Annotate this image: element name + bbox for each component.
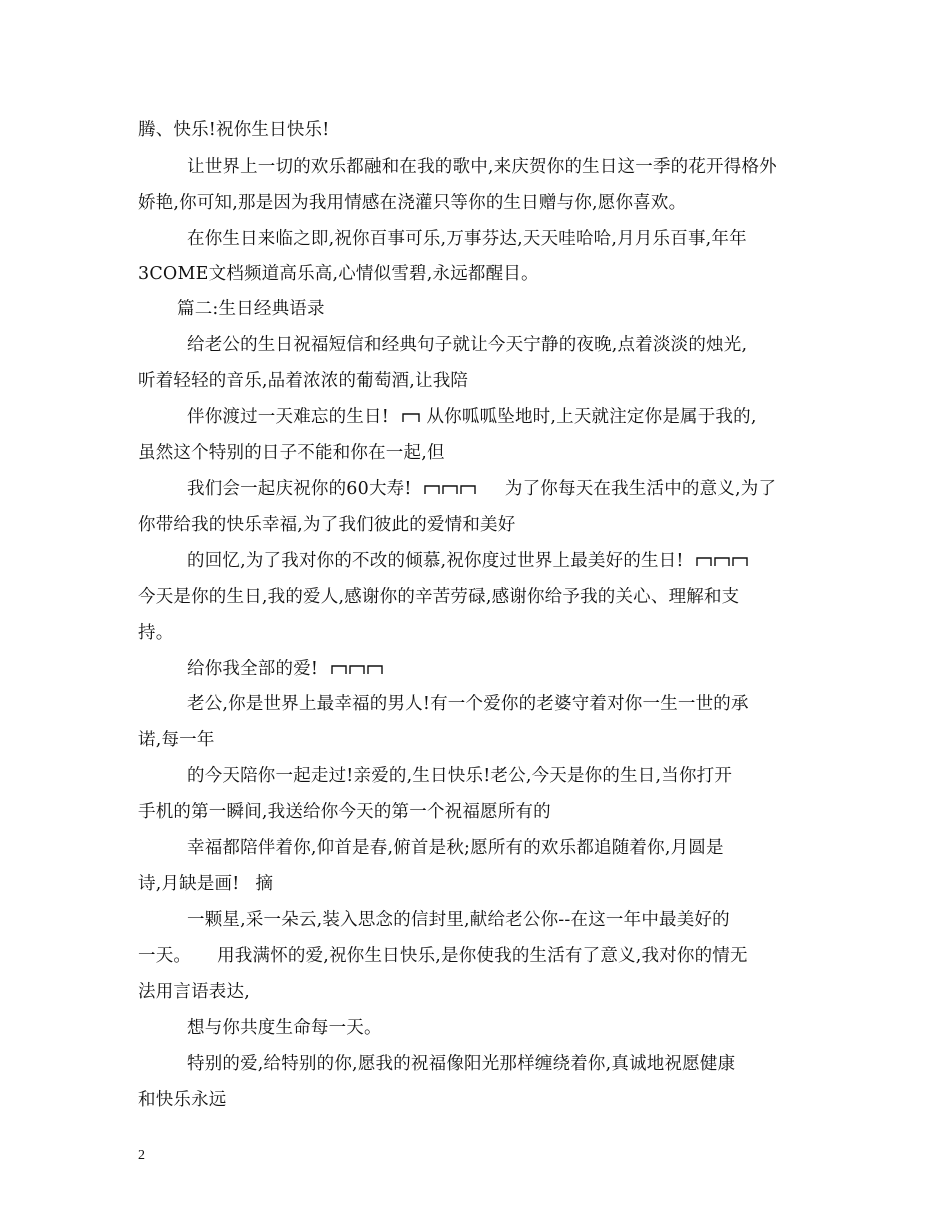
page-number: 2: [138, 1148, 145, 1163]
bracket-symbol-icon: [423, 482, 477, 496]
text-line: [138, 585, 739, 609]
text-span: 老公,你是世界上最幸福的男人!有一个爱你的老婆守着对你一生一世的承: [187, 694, 749, 714]
text-line: [138, 728, 215, 752]
paragraph-line: [187, 549, 749, 573]
text-line: [138, 441, 445, 465]
text-span: 听着轻轻的音乐,品着浓浓的葡萄酒,让我陪: [138, 371, 469, 391]
text-span: 想与你共度生命每一天。: [187, 1018, 382, 1038]
bracket-symbol-icon: [401, 410, 421, 424]
paragraph-line: [187, 227, 747, 251]
text-line: [138, 621, 173, 645]
text-span: 摘: [255, 874, 274, 894]
paragraph-line: [187, 836, 724, 860]
text-span: 特别的爱,给特别的你,愿我的祝福像阳光那样缠绕着你,真诚地祝愿健康: [187, 1054, 736, 1074]
text-line: [138, 872, 273, 896]
paragraph-line: [187, 1052, 735, 1076]
text-span: 的回忆,为了我对你的不改的倾慕,祝你度过世界上最美好的生日!: [187, 551, 684, 571]
text-span: 腾、快乐!祝你生日快乐!: [138, 120, 330, 140]
text-line: [138, 118, 329, 142]
text-line: [138, 800, 551, 824]
text-span: 的今天陪你一起走过!亲爱的,生日快乐!老公,今天是你的生日,当你打开: [187, 766, 733, 786]
text-span: 诗,月缺是画!: [138, 874, 240, 894]
text-span: 我们会一起庆祝你的60大寿!: [187, 479, 412, 499]
text-span: 诺,每一年: [138, 730, 215, 750]
text-line: [138, 262, 539, 286]
text-span: 从你呱呱坠地时,上天就注定你是属于我的,: [426, 407, 757, 427]
text-span: 为了你每天在我生活中的意义,为了: [504, 479, 777, 499]
text-line: [138, 1088, 227, 1112]
text-line: [138, 369, 468, 393]
text-span: 给老公的生日祝福短信和经典句子就让今天宁静的夜晚,点着淡淡的烛光,: [187, 335, 748, 355]
bracket-symbol-icon: [330, 662, 384, 676]
paragraph-line: [187, 1016, 382, 1040]
text-span: 持。: [138, 623, 174, 643]
paragraph-line: [187, 333, 747, 357]
text-span: 你带给我的快乐幸福,为了我们彼此的爱情和美好: [138, 515, 516, 535]
bracket-symbol-icon: [695, 554, 749, 568]
heading-text: 篇二:生日经典语录: [177, 299, 325, 319]
text-line: [138, 513, 515, 537]
paragraph-line: [187, 692, 749, 716]
text-span: 娇艳,你可知,那是因为我用情感在浇灌只等你的生日赠与你,愿你喜欢。: [138, 193, 687, 213]
paragraph-line: [187, 477, 776, 501]
text-span: 给你我全部的爱!: [187, 659, 319, 679]
text-span: 今天是你的生日,我的爱人,感谢你的辛苦劳碌,感谢你给予我的关心、理解和支: [138, 587, 740, 607]
text-line: [138, 191, 686, 215]
text-span: 虽然这个特别的日子不能和你在一起,但: [138, 443, 445, 463]
text-span: 一天。: [138, 946, 192, 966]
paragraph-line: [187, 908, 730, 932]
text-span: 伴你渡过一天难忘的生日!: [187, 407, 389, 427]
text-span: 3COME文档频道高乐高,心情似雪碧,永远都醒目。: [138, 264, 539, 284]
paragraph-line: [187, 764, 732, 788]
text-span: 和快乐永远: [138, 1090, 227, 1110]
paragraph-line: [187, 155, 777, 179]
text-line: [138, 944, 748, 968]
text-span: 用我满怀的爱,祝你生日快乐,是你使我的生活有了意义,我对你的情无: [217, 946, 748, 966]
text-span: 幸福都陪伴着你,仰首是春,俯首是秋;愿所有的欢乐都追随着你,月圆是: [187, 838, 724, 858]
text-span: 法用言语表达,: [138, 982, 250, 1002]
section-heading: [177, 297, 325, 321]
text-span: 在你生日来临之即,祝你百事可乐,万事芬达,天天哇哈哈,月月乐百事,年年: [187, 229, 747, 249]
text-span: 让世界上一切的欢乐都融和在我的歌中,来庆贺你的生日这一季的花开得格外: [187, 157, 777, 177]
paragraph-line: [187, 405, 757, 429]
paragraph-line: [187, 657, 384, 681]
text-span: 手机的第一瞬间,我送给你今天的第一个祝福愿所有的: [138, 802, 551, 822]
text-line: [138, 980, 250, 1004]
text-span: 一颗星,采一朵云,装入思念的信封里,献给老公你--在这一年中最美好的: [187, 910, 730, 930]
